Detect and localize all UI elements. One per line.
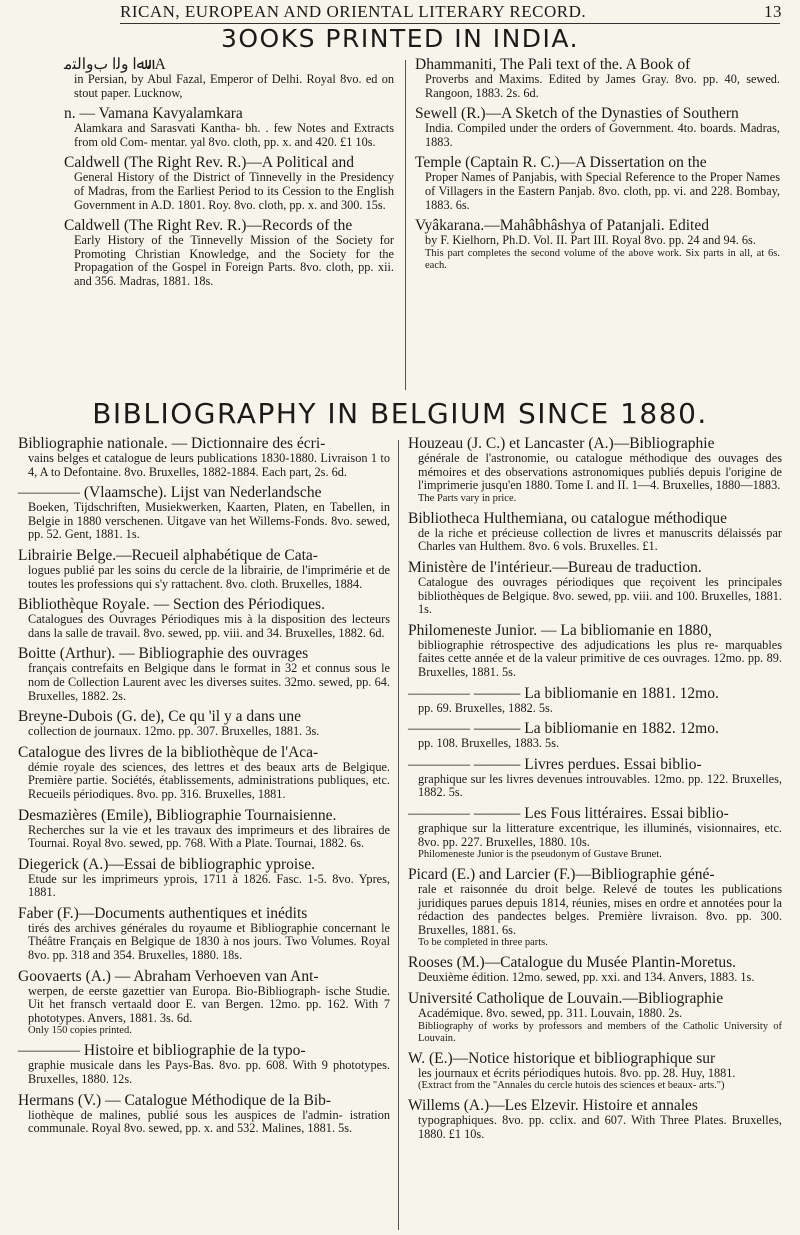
bibliography-entry bbox=[415, 105, 780, 149]
entry-heading: ———— (Vlaamsche). Lijst van Nederlandsche bbox=[18, 484, 322, 502]
entry-heading: Librairie Belge.—Recueil alphabétique de Cata- bbox=[18, 546, 318, 564]
entry-heading: Faber (F.)—Documents authentiques et inédits bbox=[18, 904, 308, 922]
bibliography-entry bbox=[408, 685, 782, 716]
entry-note: Philomeneste Junior is the pseudonym of Gustave Brunet. bbox=[418, 849, 662, 861]
bibliography-entry bbox=[18, 435, 390, 479]
entry-details: vains belges et catalogue de leurs publications 1830-1880. Livraison 1 to 4, A to Defontaine. 8vo. Bruxelles, 1882-1884. Each part, 2s. 6d. bbox=[28, 451, 390, 479]
bibliography-entry bbox=[408, 435, 782, 505]
entry-heading: Ministère de l'intérieur.—Bureau de traduction. bbox=[408, 558, 702, 576]
entry-heading: Bibliotheca Hulthemiana, ou catalogue méthodique bbox=[408, 509, 727, 527]
entry-details: werpen, de eerste gazettier van Europa. Bio-Bibliograph- ische Studie. Uit het fransch vertaald door E. van Bergen. 12mo. pp. 162. With 7 phototypes. Anvers, 1881. 3s. 6d. bbox=[28, 983, 390, 1025]
bibliography-entry bbox=[64, 154, 394, 212]
entry-heading: ———— ——— La bibliomanie en 1881. 12mo. bbox=[408, 684, 719, 702]
entry-details: Deuxième édition. 12mo. sewed, pp. xxi. and 134. Anvers, 1883. 1s. bbox=[418, 970, 755, 985]
bibliography-entry bbox=[18, 1092, 390, 1136]
bibliography-entry bbox=[18, 596, 390, 640]
entry-details: Early History of the Tinnevelly Mission of the Society for Promoting Christian Knowledge, and the Society for the Propagation of the Gospel in Foreign Parts. 8vo. cloth, pp. xii. and 356. Madras, 1881. 18s. bbox=[74, 233, 394, 288]
bibliography-entry bbox=[415, 217, 780, 272]
bibliography-entry bbox=[408, 756, 782, 800]
entry-note: This part completes the second volume of the above work. Six parts in all, at 6s. each. bbox=[425, 247, 780, 271]
bibliography-entry bbox=[64, 56, 394, 100]
entry-heading: ———— ——— La bibliomanie en 1882. 12mo. bbox=[408, 720, 719, 738]
india-left-column bbox=[64, 56, 394, 294]
entry-details: rale et raisonnée du droit belge. Relevé de toutes les publications juridiques parues depuis 1814, réunies, mises en ordre et annotées pour la rédaction des pandectes belges. Première livraison. 8vo. pp. 300. Bruxelles, 1881. 6s. bbox=[418, 882, 782, 937]
entry-heading: Boitte (Arthur). — Bibliographie des ouvrages bbox=[18, 645, 309, 663]
bibliography-entry bbox=[18, 807, 390, 851]
bibliography-entry bbox=[18, 1042, 390, 1086]
page-number: 13 bbox=[764, 2, 782, 21]
bibliography-entry bbox=[18, 968, 390, 1038]
entry-heading: Philomeneste Junior. — La bibliomanie en 1880, bbox=[408, 621, 712, 639]
entry-heading: Catalogue des livres de la bibliothèque de l'Aca- bbox=[18, 743, 319, 761]
entry-heading: Bibliothèque Royale. — Section des Périodiques. bbox=[18, 596, 325, 614]
entry-details: graphique sur la litterature excentrique, les illuminés, visionnaires, etc. 8vo. pp. 227. Bruxelles, 1880. 10s. bbox=[418, 820, 782, 849]
india-right-column bbox=[415, 56, 780, 277]
entry-details: générale de l'astronomie, ou catalogue méthodique des ouvages des mémoires et des observations astronomiques publiés depuis l'origine de l'imprimerie jusqu'en 1880. Tome I. and II. 1—4. Bruxelles, 1880—1883. bbox=[418, 451, 782, 493]
bibliography-entry bbox=[64, 217, 394, 288]
entry-heading: Caldwell (The Right Rev. R.)—Records of the bbox=[64, 217, 353, 235]
bibliography-entry bbox=[408, 1050, 782, 1093]
entry-heading: Hermans (V.) — Catalogue Méthodique de la Bib- bbox=[18, 1091, 332, 1109]
entry-heading: Desmazières (Emile), Bibliographie Tournaisienne. bbox=[18, 806, 337, 824]
entry-details: by F. Kielhorn, Ph.D. Vol. II. Part III. Royal 8vo. pp. 24 and 94. 6s. bbox=[425, 233, 756, 248]
bibliography-entry bbox=[408, 990, 782, 1045]
entry-note: Bibliography of works by professors and members of the Catholic University of Louvain. bbox=[418, 1020, 782, 1044]
bibliography-entry bbox=[18, 645, 390, 703]
section-heading-india: 3OOKS PRINTED IN INDIA. bbox=[220, 24, 580, 53]
entry-heading: Rooses (M.)—Catalogue du Musée Plantin-Moretus. bbox=[408, 954, 737, 972]
entry-details: Catalogue des ouvrages périodiques que reçoivent les principales bibliothèques de Belgique. 8vo. sewed, pp. viii. and 100. Bruxelles, 1881. 1s. bbox=[418, 574, 782, 617]
bibliography-entry bbox=[415, 56, 780, 100]
bibliography-entry bbox=[408, 510, 782, 554]
entry-heading: ———— Histoire et bibliographie de la typo- bbox=[18, 1042, 306, 1060]
entry-heading: Houzeau (J. C.) et Lancaster (A.)—Bibliographie bbox=[408, 435, 715, 452]
entry-details: français contrefaits en Belgique dans le format in 32 et connus sous le nom de Collection Laurent avec les diverses suites. 32mo. sewed, pp. 64. Bruxelles, 1882. 2s. bbox=[28, 661, 390, 703]
entry-heading: Willems (A.)—Les Elzevir. Histoire et annales bbox=[408, 1097, 698, 1115]
entry-details: pp. 108. Bruxelles, 1883. 5s. bbox=[418, 736, 560, 751]
entry-details: liothèque de malines, publié sous les auspices de l'admin- istration communale. Royal 8vo. sewed, pp. x. and 532. Malines, 1881. 5s. bbox=[28, 1107, 390, 1136]
entry-heading: W. (E.)—Notice historique et bibliographique sur bbox=[408, 1049, 716, 1067]
bibliography-entry bbox=[408, 1097, 782, 1141]
bibliography-entry bbox=[408, 559, 782, 617]
entry-heading: n. — Vamana Kavyalamkara bbox=[64, 105, 243, 123]
entry-heading: Caldwell (The Right Rev. R.)—A Political and bbox=[64, 154, 355, 172]
bibliography-entry bbox=[18, 905, 390, 963]
bibliography-entry bbox=[415, 154, 780, 212]
running-head bbox=[0, 2, 800, 22]
entry-heading: Temple (Captain R. C.)—A Dissertation on the bbox=[415, 154, 707, 172]
bibliography-entry bbox=[408, 954, 782, 985]
entry-details: graphique sur les livres devenues introuvables. 12mo. pp. 122. Bruxelles, 1882. 5s. bbox=[418, 771, 782, 800]
entry-details: logues publié par les soins du cercle de la librairie, de l'imprimérie et de toutes les professions qui s'y rattachent. 8vo. cloth. Bruxelles, 1884. bbox=[28, 562, 390, 591]
entry-details: typographiques. 8vo. pp. cclix. and 607. With Three Plates. Bruxelles, 1880. £1 10s. bbox=[418, 1113, 782, 1141]
entry-heading: Dhammaniti, The Pali text of the. A Book of bbox=[415, 56, 691, 73]
entry-details: collection de journaux. 12mo. pp. 307. Bruxelles, 1881. 3s. bbox=[28, 724, 320, 739]
column-divider bbox=[405, 60, 406, 390]
entry-details: Proverbs and Maxims. Edited by James Gray. 8vo. pp. 40, sewed. Rangoon, 1883. 2s. 6d. bbox=[425, 72, 780, 100]
running-title: RICAN, EUROPEAN AND ORIENTAL LITERARY RECORD. bbox=[120, 2, 587, 21]
column-divider bbox=[398, 440, 399, 1230]
bibliography-entry bbox=[18, 708, 390, 739]
entry-note: To be completed in three parts. bbox=[418, 937, 548, 949]
belgium-left-column bbox=[18, 435, 390, 1141]
bibliography-entry bbox=[408, 622, 782, 680]
entry-details: Académique. 8vo. sewed, pp. 311. Louvain, 1880. 2s. bbox=[418, 1006, 683, 1021]
entry-details: General History of the District of Tinnevelly in the Presidency of Madras, from the Earliest Period to its Cession to the English Government in A.D. 1801. Roy. 8vo. cloth, pp. x. and 300. 15s. bbox=[74, 170, 394, 212]
entry-details: in Persian, by Abul Fazal, Emperor of Delhi. Royal 8vo. ed on stout paper. Lucknow, bbox=[74, 72, 394, 100]
entry-heading: ———— ——— Les Fous littéraires. Essai biblio- bbox=[408, 804, 729, 822]
entry-details: tirés des archives générales du royaume et Bibliographie concernant le Théâtre Français en Belgique de 1830 à nos jours. Two Volumes. Royal 8vo. pp. 318 and 354. Bruxelles, 1880. 18s. bbox=[28, 920, 390, 963]
entry-heading: Bibliographie nationale. — Dictionnaire des écri- bbox=[18, 435, 326, 452]
entry-heading: Sewell (R.)—A Sketch of the Dynasties of Southern bbox=[415, 105, 739, 123]
entry-details: graphie musicale dans les Pays-Bas. 8vo. pp. 608. With 9 phototypes. Bruxelles, 1880. 12s. bbox=[28, 1058, 390, 1087]
bibliography-entry bbox=[64, 105, 394, 149]
entry-details: Recherches sur la vie et les travaux des imprimeurs et des libraires de Tournai. Royal 8vo. sewed, pp. 768. With a Plate. Tournai, 1882. 6s. bbox=[28, 822, 390, 851]
entry-details: Catalogues des Ouvrages Périodiques mis à la disposition des lecteurs dans la salle de travail. 8vo. sewed, pp. viii. and 34. Bruxelles, 1882. 6d. bbox=[28, 612, 390, 640]
entry-details: Alamkara and Sarasvati Kantha- bh. . few Notes and Extracts from old Com- mentar. yal 8vo. cloth, pp. x. and 420. £1 10s. bbox=[74, 121, 394, 149]
entry-details: Proper Names of Panjabis, with Special Reference to the Proper Names of Villagers in the Eastern Panjab. 8vo. cloth, pp. vi. and 228. Bombay, 1883. 6s. bbox=[425, 170, 780, 212]
entry-note: The Parts vary in price. bbox=[418, 492, 517, 504]
entry-details: Boeken, Tijdschriften, Musiekwerken, Kaarten, Platen, en Tabellen, in Belgie in 1880 verschenen. Uitgave van het Willems-Fonds. 8vo. sewed, pp. 52. Gent, 1881. 1s. bbox=[28, 500, 390, 542]
entry-details: démie royale des sciences, des lettres et des beaux arts de Belgique. Première partie. Sociétés, établissements, administrations publiques, etc. Recueils périodiques. 8vo. pp. 316. Bruxelles, 1881. bbox=[28, 759, 390, 801]
entry-heading: Breyne-Dubois (G. de), Ce qu 'il y a dans une bbox=[18, 708, 302, 726]
entry-heading: ﷲا ﻭﻟﺍ ﺏﻭﺍﻟﺘﻣ، A bbox=[64, 56, 166, 73]
entry-note: (Extract from the "Annales du cercle hutois des sciences et beaux- arts.") bbox=[418, 1080, 725, 1092]
entry-details: Etude sur les imprimeurs yprois, 1711 à 1826. Fasc. 1-5. 8vo. Ypres, 1881. bbox=[28, 871, 390, 900]
entry-heading: Diegerick (A.)—Essai de bibliographic yproise. bbox=[18, 855, 315, 873]
entry-details: de la riche et précieuse collection de livres et manuscrits délaissés par Charles van Hulthem. 8vo. 6 vols. Bruxelles. £1. bbox=[418, 525, 782, 554]
bibliography-entry bbox=[18, 547, 390, 591]
bibliography-entry bbox=[18, 856, 390, 900]
entry-details: pp. 69. Bruxelles, 1882. 5s. bbox=[418, 700, 553, 715]
entry-heading: ———— ——— Livres perdues. Essai biblio- bbox=[408, 755, 702, 773]
entry-heading: Goovaerts (A.) — Abraham Verhoeven van Ant- bbox=[18, 967, 319, 985]
entry-heading: Université Catholique de Louvain.—Bibliographie bbox=[408, 990, 724, 1008]
bibliography-entry bbox=[408, 805, 782, 861]
entry-details: les journaux et écrits périodiques hutois. 8vo. pp. 28. Huy, 1881. bbox=[418, 1065, 736, 1080]
bibliography-entry bbox=[18, 744, 390, 802]
bibliography-entry bbox=[18, 484, 390, 542]
bibliography-entry bbox=[408, 720, 782, 751]
entry-details: bibliographie rétrospective des adjudications les plus re- marquables faites cette année et de la valeur primitive de ces ouvrages. 12mo. pp. 89. Bruxelles, 1881. 5s. bbox=[418, 637, 782, 679]
entry-details: India. Compiled under the orders of Government. 4to. boards. Madras, 1883. bbox=[425, 121, 780, 149]
bibliography-entry bbox=[408, 866, 782, 949]
entry-heading: Picard (E.) and Larcier (F.)—Bibliographie géné- bbox=[408, 866, 715, 884]
belgium-right-column bbox=[408, 435, 782, 1146]
entry-heading: Vyâkarana.—Mahâbhâshya of Patanjali. Edited bbox=[415, 217, 709, 235]
section-heading-belgium: BIBLIOGRAPHY IN BELGIUM SINCE 1880. bbox=[92, 397, 708, 430]
entry-note: Only 150 copies printed. bbox=[28, 1025, 132, 1037]
